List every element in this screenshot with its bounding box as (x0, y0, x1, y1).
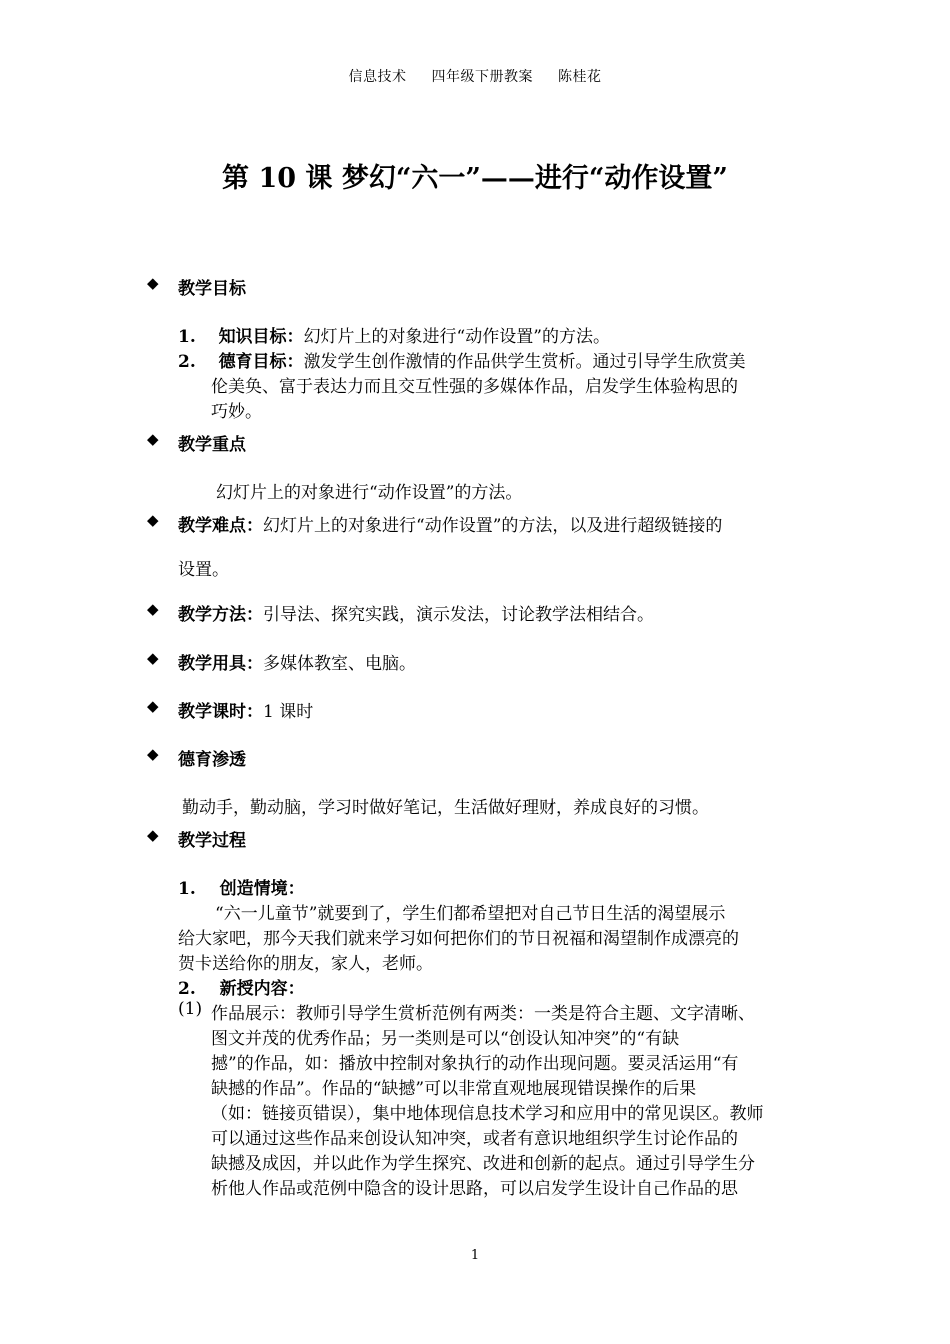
sub-item-text-line: 析他人作品或范例中隐含的设计思路，可以启发学生设计自己作品的思 (211, 1179, 738, 1199)
running-header (0, 66, 950, 86)
process-step-text-line: “六一儿童节”就要到了，学生们都希望把对自己节日生活的渴望展示 (215, 904, 726, 924)
bullet-diamond-icon: ◆ (147, 274, 159, 292)
tools-line (178, 649, 416, 674)
objective-label: 知识目标： (218, 327, 304, 347)
sub-item-text-line: 撼”的作品，如：播放中控制对象执行的动作出现问题。要灵活运用“有 (211, 1054, 739, 1074)
method-text: 引导法、探究实践，演示发法，讨论教学法相结合。 (263, 605, 654, 625)
bullet-diamond-icon: ◆ (147, 826, 159, 844)
difficulty-label: 教学难点： (178, 516, 263, 536)
section-heading-keypoint: 教学重点 (178, 435, 246, 455)
objective-text-line: 伦美奂、富于表达力而且交互性强的多媒体作品，启发学生体验构思的 (211, 377, 738, 397)
objective-item-moral: 2. 德育目标：激发学生创作激情的作品供学生赏析。通过引导学生欣赏美 (178, 352, 746, 372)
process-step-2: 2. 新授内容： (178, 979, 305, 999)
bullet-diamond-icon: ◆ (147, 430, 159, 448)
process-step-text-line: 贺卡送给你的朋友，家人，老师。 (178, 954, 433, 974)
objective-label: 德育目标： (218, 352, 304, 372)
tools-text: 多媒体教室、电脑。 (263, 654, 416, 674)
sub-item-text-line: 缺撼的作品”。作品的“缺撼”可以非常直观地展现错误操作的后果 (211, 1079, 697, 1099)
sub-item-text-line: 缺撼及成因，并以此作为学生探究、改进和创新的起点。通过引导学生分 (211, 1154, 755, 1174)
process-step-text-line: 给大家吧，那今天我们就来学习如何把你们的节日祝福和渴望制作成漂亮的 (178, 929, 739, 949)
objective-item-knowledge: 1. 知识目标：幻灯片上的对象进行“动作设置”的方法。 (178, 327, 610, 347)
sub-item-number: (1) (178, 999, 203, 1019)
section-heading-process: 教学过程 (178, 831, 246, 851)
header-subject: 信息技术 (348, 69, 407, 85)
method-line (178, 600, 654, 625)
difficulty-text-cont: 设置。 (178, 560, 229, 580)
hours-text: 1 课时 (263, 702, 314, 722)
objective-text-line: 激发学生创作激情的作品供学生赏析。通过引导学生欣赏美 (303, 352, 746, 372)
header-author: 陈桂花 (557, 69, 602, 85)
objective-text: 幻灯片上的对象进行“动作设置”的方法。 (303, 327, 610, 347)
hours-line (178, 697, 313, 722)
bullet-diamond-icon: ◆ (147, 600, 159, 618)
objective-text-line: 巧妙。 (211, 402, 262, 422)
page-title: 第 10 课 梦幻“六一”——进行“动作设置” (222, 163, 728, 194)
process-step-1: 1. 创造情境： (178, 879, 305, 899)
process-step-label: 新授内容： (219, 979, 305, 999)
sub-item-text-line: （如：链接页错误），集中地体现信息技术学习和应用中的常见误区。教师 (211, 1104, 764, 1124)
sub-item-text-line: 图文并茂的优秀作品；另一类则是可以“创设认知冲突”的“有缺 (211, 1029, 680, 1049)
difficulty-line (178, 511, 722, 536)
sub-item-text-line: 作品展示：教师引导学生赏析范例有两类：一类是符合主题、文字清晰、 (211, 1004, 755, 1024)
sub-item-text-line: 可以通过这些作品来创设认知冲突，或者有意识地组织学生讨论作品的 (211, 1129, 738, 1149)
process-step-label: 创造情境： (219, 879, 305, 899)
bullet-diamond-icon: ◆ (147, 649, 159, 667)
bullet-diamond-icon: ◆ (147, 697, 159, 715)
section-heading-objectives: 教学目标 (178, 279, 246, 299)
bullet-diamond-icon: ◆ (147, 511, 159, 529)
method-label: 教学方法： (178, 605, 263, 625)
page-number: 1 (470, 1248, 480, 1263)
moral-text: 勤动手，勤动脑，学习时做好笔记，生活做好理财，养成良好的习惯。 (182, 798, 709, 818)
bullet-diamond-icon: ◆ (147, 745, 159, 763)
keypoint-text: 幻灯片上的对象进行“动作设置”的方法。 (216, 483, 523, 503)
hours-label: 教学课时： (178, 702, 263, 722)
difficulty-text: 幻灯片上的对象进行“动作设置”的方法，以及进行超级链接的 (263, 516, 723, 536)
header-grade: 四年级下册教案 (431, 69, 533, 85)
tools-label: 教学用具： (178, 654, 263, 674)
section-heading-moral: 德育渗透 (178, 750, 246, 770)
